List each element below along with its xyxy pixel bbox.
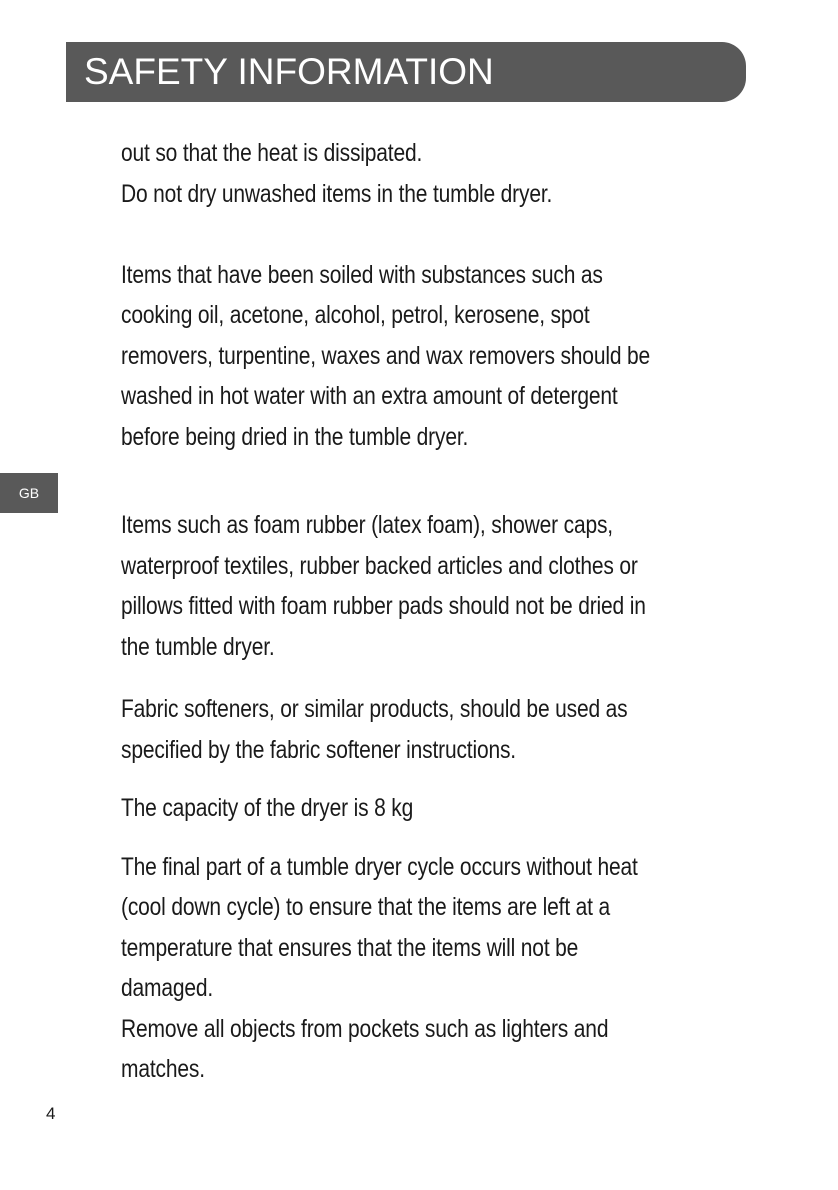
safety-text <box>121 133 667 1090</box>
text-line: specified by the fabric softener instructions. <box>121 735 516 764</box>
text-line: The final part of a tumble dryer cycle occurs without heat <box>121 852 638 881</box>
text-line: before being dried in the tumble dryer. <box>121 422 469 451</box>
section-header <box>66 42 746 102</box>
text-line: pillows fitted with foam rubber pads should not be dried in <box>121 592 646 620</box>
language-tab <box>0 473 58 513</box>
text-line: temperature that ensures that the items will not be <box>121 933 579 962</box>
text-line: Items such as foam rubber (latex foam), shower caps, <box>121 511 613 539</box>
text-line: The capacity of the dryer is 8 kg <box>121 794 414 822</box>
language-code: GB <box>18 485 40 501</box>
text-line: the tumble dryer. <box>121 632 275 661</box>
text-line: damaged. <box>121 974 214 1002</box>
text-line: Fabric softeners, or similar products, should be used as <box>121 695 628 723</box>
section-title: SAFETY INFORMATION <box>84 51 494 92</box>
page-number: 4 <box>46 1104 56 1123</box>
text-line: Do not dry unwashed items in the tumble dryer. <box>121 179 553 208</box>
text-line: cooking oil, acetone, alcohol, petrol, kerosene, spot <box>121 301 590 329</box>
text-line: matches. <box>121 1055 205 1083</box>
text-line: waterproof textiles, rubber backed articles and clothes or <box>121 551 638 580</box>
text-line: removers, turpentine, waxes and wax removers should be <box>121 341 651 370</box>
text-line: Items that have been soiled with substances such as <box>121 260 603 289</box>
text-line: (cool down cycle) to ensure that the items are left at a <box>121 893 611 921</box>
text-line: out so that the heat is dissipated. <box>121 139 423 167</box>
text-line: Remove all objects from pockets such as lighters and <box>121 1014 609 1043</box>
text-line: washed in hot water with an extra amount of detergent <box>121 382 618 410</box>
